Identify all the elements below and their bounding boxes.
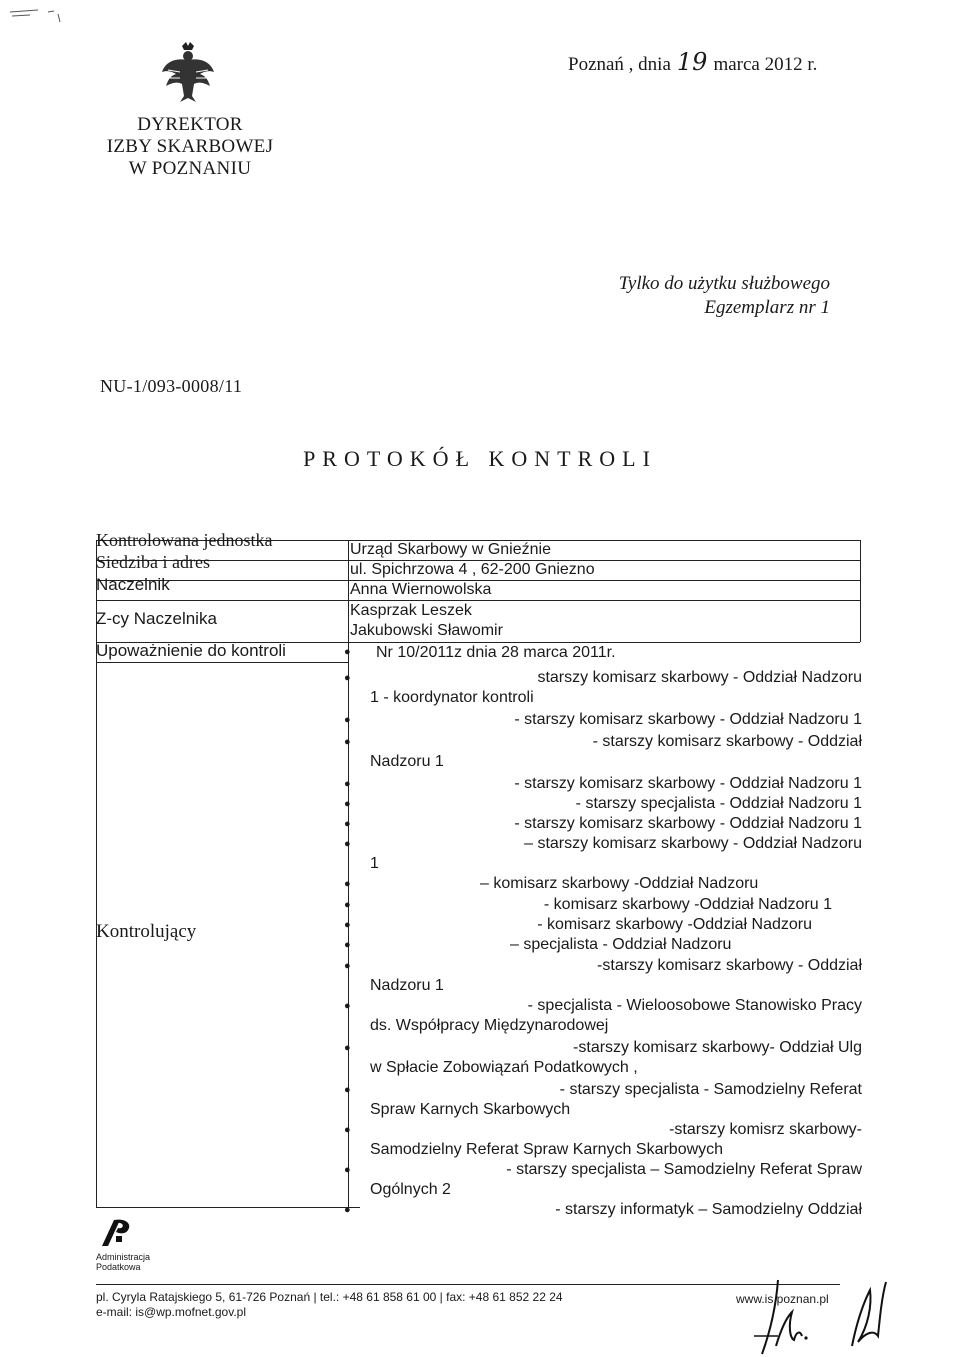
date-prefix: Poznań , dnia bbox=[568, 54, 671, 75]
tax-administration-logo-icon bbox=[96, 1212, 136, 1252]
list-item: Nadzoru 1 bbox=[370, 977, 444, 994]
bullet-icon: ● bbox=[344, 1164, 351, 1176]
value-seat-address: ul. Spichrzowa 4 , 62-200 Gniezno bbox=[350, 561, 595, 578]
list-item: – specjalista - Oddział Nadzoru bbox=[510, 936, 732, 953]
agency-name bbox=[96, 1252, 150, 1272]
bullet-icon: ● bbox=[344, 778, 351, 790]
agency-line-2: Podatkowa bbox=[96, 1262, 141, 1272]
list-item: - komisarz skarbowy -Oddział Nadzoru bbox=[537, 916, 812, 933]
footer-address: pl. Cyryla Ratajskiego 5, 61-726 Poznań | tel.: +48 61 858 61 00 | fax: +48 61 852 22 24 bbox=[96, 1290, 563, 1304]
eagle-emblem-icon bbox=[160, 40, 216, 106]
issuer-line-3: W POZNANIU bbox=[128, 158, 252, 179]
bullet-icon: ● bbox=[344, 899, 351, 911]
list-item: -starszy komisarz skarbowy- Oddział Ulg bbox=[573, 1039, 862, 1056]
issuer-block bbox=[100, 114, 280, 180]
list-item: 1 bbox=[370, 855, 379, 872]
list-item: -starszy komisrz skarbowy- bbox=[669, 1121, 862, 1138]
bullet-icon: ● bbox=[344, 672, 351, 684]
bullet-icon: ● bbox=[344, 838, 351, 850]
list-item: - starszy komisarz skarbowy - Oddział Nadzoru 1 bbox=[514, 711, 862, 728]
bullet-icon: ● bbox=[344, 939, 351, 951]
bullet-icon: ● bbox=[344, 798, 351, 810]
list-item: -starszy komisarz skarbowy - Oddział bbox=[597, 957, 862, 974]
list-item: - starszy komisarz skarbowy - Oddział bbox=[592, 733, 862, 750]
label-inspectors: Kontrolujący bbox=[96, 921, 197, 942]
footer-email: e-mail: is@wp.mofnet.gov.pl bbox=[96, 1305, 247, 1319]
label-authorization: Upoważnienie do kontroli bbox=[96, 641, 286, 660]
bullet-icon: ● bbox=[344, 919, 351, 931]
bullet-icon: ● bbox=[344, 960, 351, 972]
list-item: 1 - koordynator kontroli bbox=[370, 689, 534, 706]
bullet-icon: ● bbox=[344, 1000, 351, 1012]
list-item: Samodzielny Referat Spraw Karnych Skarbowych bbox=[370, 1141, 724, 1158]
bullet-icon: ● bbox=[344, 1042, 351, 1054]
value-deputy-1: Kasprzak Leszek bbox=[350, 602, 472, 619]
value-controlled-unit: Urząd Skarbowy w Gnieźnie bbox=[350, 541, 551, 558]
label-seat-address: Siedziba i adres bbox=[96, 552, 210, 572]
list-item: Nadzoru 1 bbox=[370, 753, 444, 770]
list-item: w Spłacie Zobowiązań Podatkowych , bbox=[370, 1059, 638, 1076]
handwritten-signature bbox=[748, 1276, 908, 1356]
footer-contact bbox=[96, 1290, 563, 1320]
label-controlled-unit: Kontrolowana jednostka bbox=[96, 530, 273, 550]
footer-website: www.is.poznan.pl bbox=[736, 1292, 829, 1306]
label-deputies: Z-cy Naczelnika bbox=[96, 609, 217, 628]
document-date bbox=[568, 48, 817, 76]
footer-divider bbox=[96, 1284, 840, 1285]
list-item: Spraw Karnych Skarbowych bbox=[370, 1101, 571, 1118]
bullet-icon: ● bbox=[344, 736, 351, 748]
table-line bbox=[96, 1207, 360, 1208]
value-authorization: Nr 10/2011z dnia 28 marca 2011r. bbox=[376, 644, 616, 661]
value-deputy-2: Jakubowski Sławomir bbox=[350, 622, 503, 639]
list-item: - starszy specjalista - Samodzielny Referat bbox=[559, 1081, 862, 1098]
list-item: - komisarz skarbowy -Oddział Nadzoru 1 bbox=[543, 896, 832, 913]
table-line bbox=[96, 662, 348, 663]
bullet-icon: ● bbox=[344, 1124, 351, 1136]
list-item: Ogólnych 2 bbox=[370, 1181, 451, 1198]
list-item: - starszy specjalista – Samodzielny Referat Spraw bbox=[506, 1161, 862, 1178]
confidentiality-note bbox=[540, 272, 830, 320]
list-item: – starszy komisarz skarbowy - Oddział Nadzoru bbox=[524, 835, 862, 852]
issuer-line-1: DYREKTOR bbox=[137, 114, 243, 135]
date-day-handwritten: 19 bbox=[676, 48, 708, 76]
issuer-line-2: IZBY SKARBOWEJ bbox=[106, 136, 274, 157]
bullet-icon: ● bbox=[344, 646, 351, 658]
list-item: ds. Współpracy Międzynarodowej bbox=[370, 1017, 609, 1034]
bullet-icon: ● bbox=[344, 878, 351, 890]
value-head: Anna Wiernowolska bbox=[350, 581, 492, 598]
table-line bbox=[860, 540, 861, 642]
date-suffix: marca 2012 r. bbox=[713, 54, 818, 75]
list-item: starszy komisarz skarbowy - Oddział Nadzoru bbox=[537, 669, 862, 686]
list-item: - starszy specjalista - Oddział Nadzoru 1 bbox=[575, 795, 862, 812]
list-item: - starszy komisarz skarbowy - Oddział Nadzoru 1 bbox=[514, 815, 862, 832]
page-title: PROTOKÓŁ KONTROLI bbox=[303, 446, 657, 471]
copy-number: Egzemplarz nr 1 bbox=[704, 297, 830, 318]
list-item: - starszy komisarz skarbowy - Oddział Nadzoru 1 bbox=[514, 775, 862, 792]
label-head: Naczelnik bbox=[96, 575, 170, 594]
agency-line-1: Administracja bbox=[96, 1252, 151, 1262]
list-item: - specjalista - Wieloosobowe Stanowisko Pracy bbox=[527, 997, 862, 1014]
bullet-icon: ● bbox=[344, 1084, 351, 1096]
reference-number: NU-1/093-0008/11 bbox=[100, 376, 243, 396]
bullet-icon: ● bbox=[344, 714, 351, 726]
bullet-icon: ● bbox=[344, 818, 351, 830]
confidentiality-line-1: Tylko do użytku służbowego bbox=[618, 273, 830, 294]
list-item: – komisarz skarbowy -Oddział Nadzoru bbox=[480, 875, 759, 892]
scan-mark bbox=[8, 6, 78, 26]
bullet-icon: ● bbox=[344, 1204, 351, 1216]
list-item: - starszy informatyk – Samodzielny Oddział bbox=[555, 1201, 862, 1218]
